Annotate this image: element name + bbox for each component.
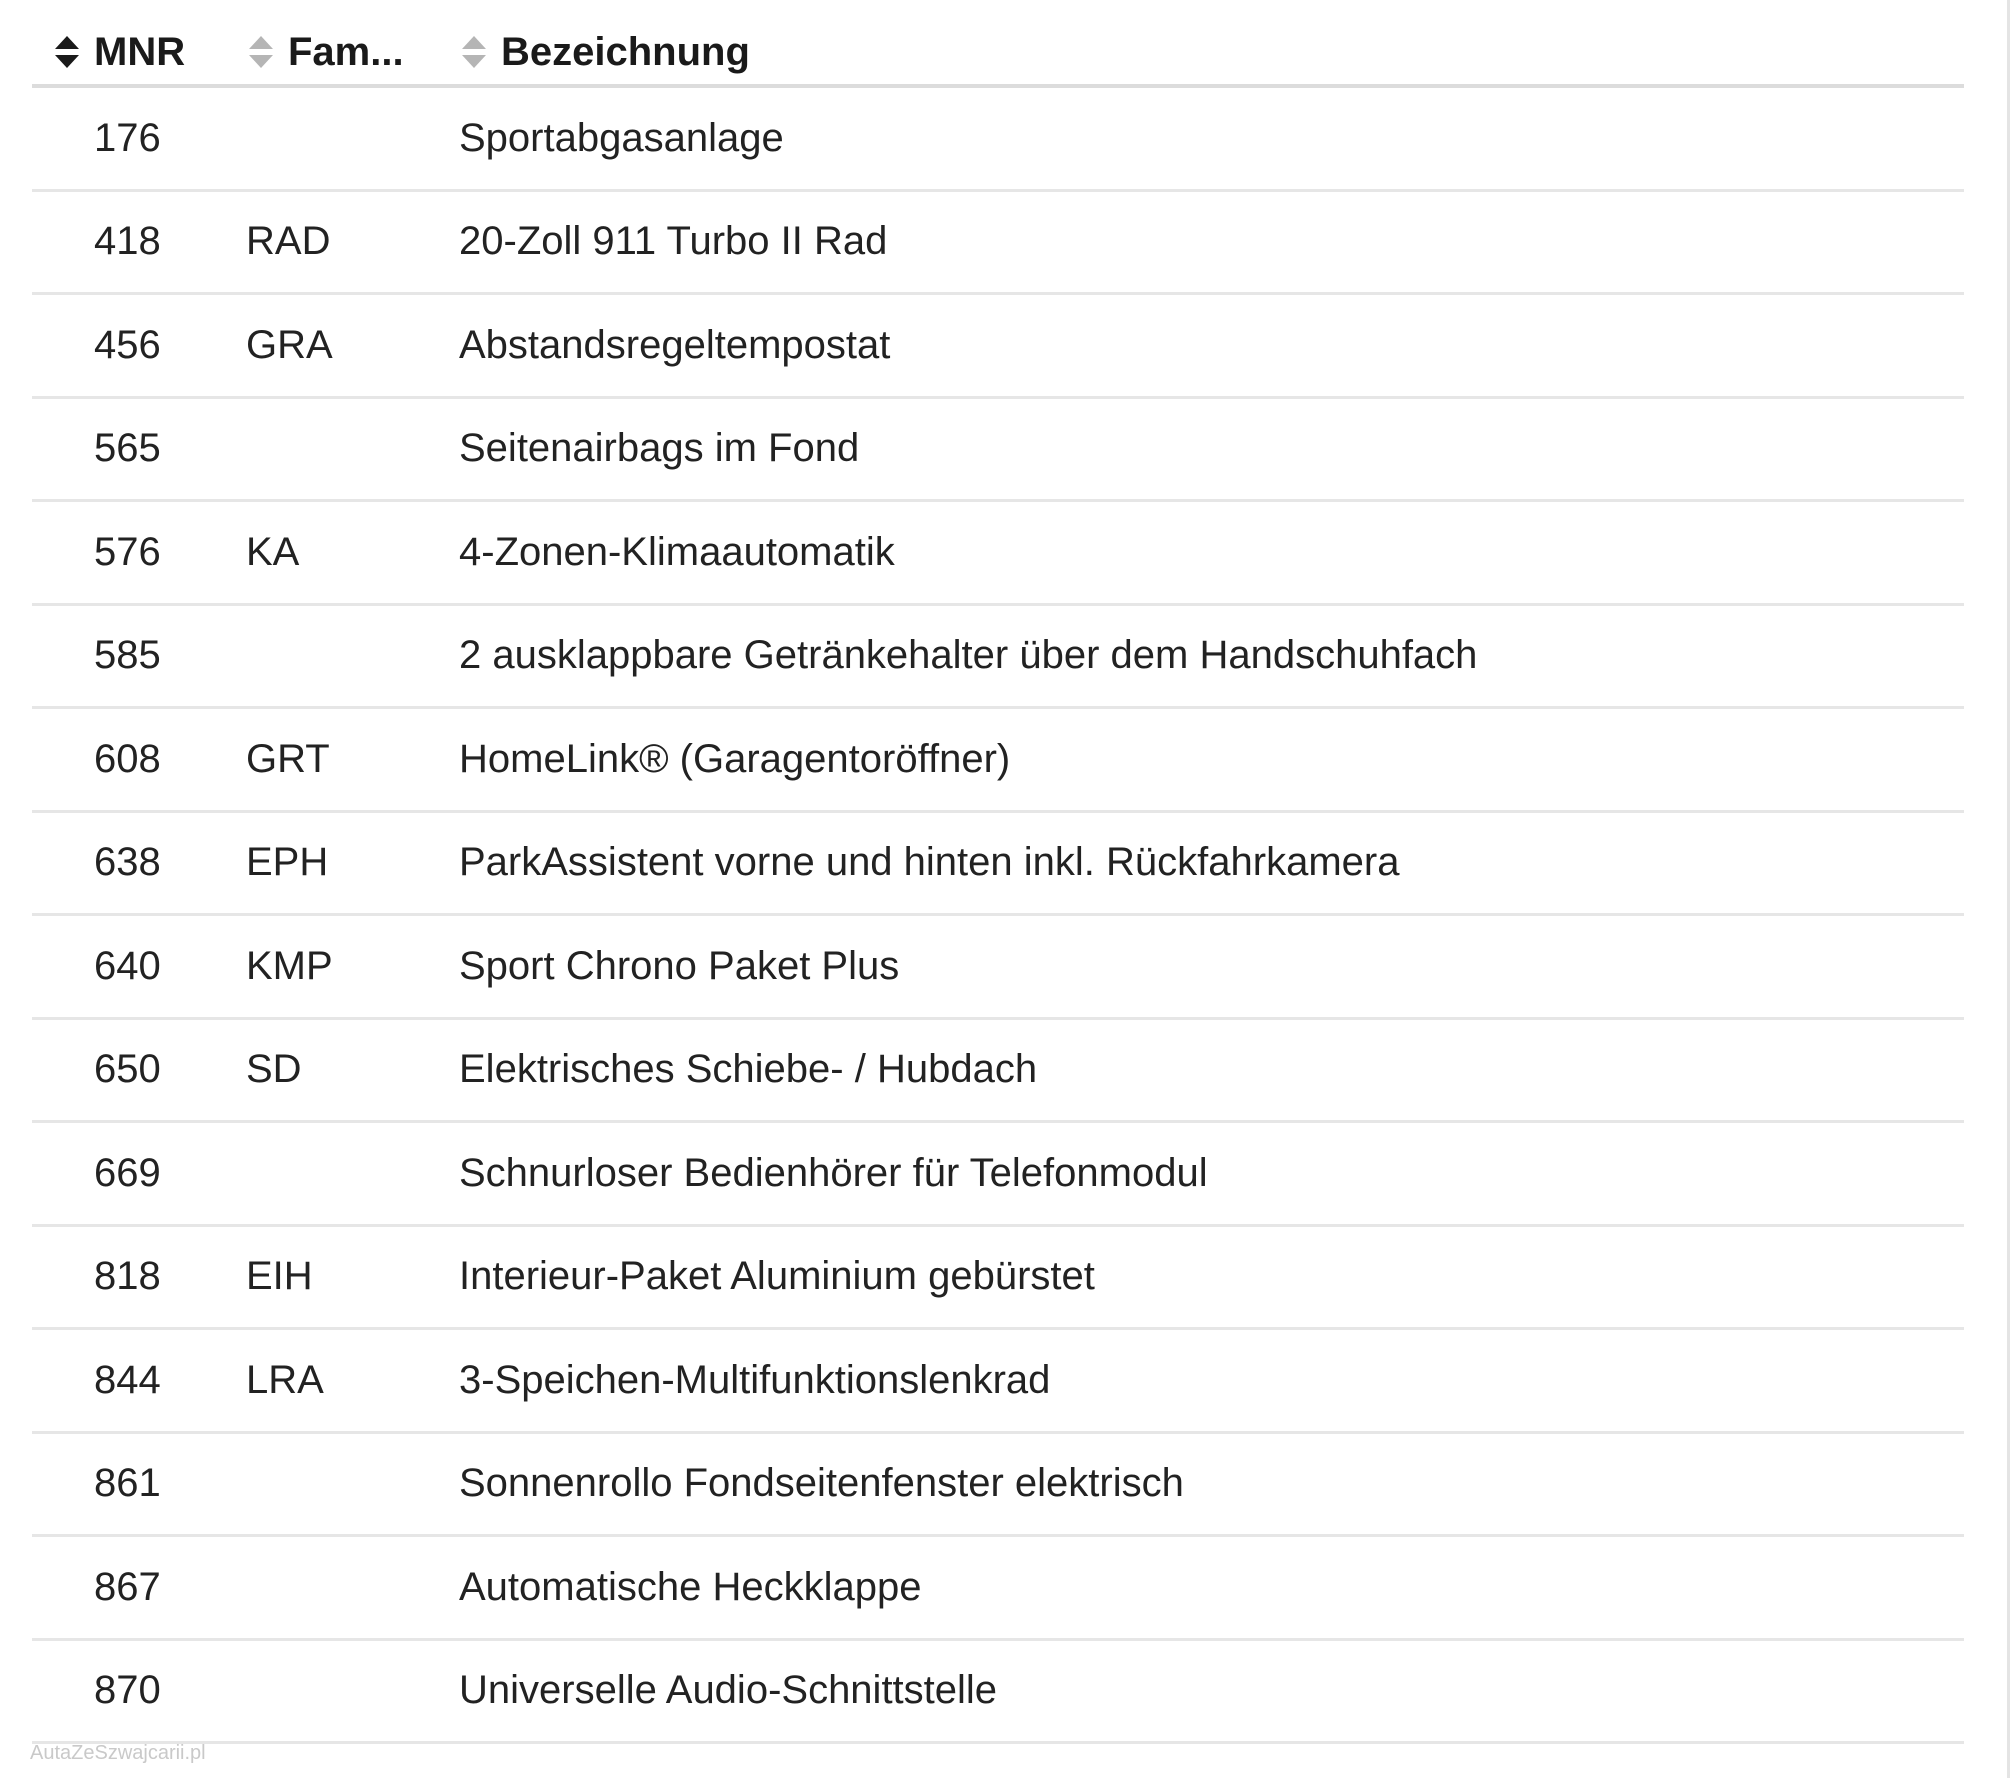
table-row [32,1537,1964,1641]
table-row [32,916,1964,1020]
cell-family: GRA [246,322,333,367]
cell-mnr: 608 [94,736,161,781]
table-row [32,88,1964,192]
cell-designation: Sonnenrollo Fondseitenfenster elektrisch [459,1461,1184,1506]
column-header-designation[interactable] [459,30,1964,75]
table-header [32,20,1964,88]
cell-family: EIH [246,1254,313,1299]
cell-family: SD [246,1047,302,1092]
table-row [32,813,1964,917]
table-row [32,1330,1964,1434]
cell-family: KMP [246,943,333,988]
cell-designation: 2 ausklappbare Getränkehalter über dem Handschuhfach [459,633,1478,678]
cell-family: LRA [246,1357,324,1402]
cell-mnr: 638 [94,840,161,885]
table-row [32,606,1964,710]
cell-designation: 3-Speichen-Multifunktionslenkrad [459,1357,1051,1402]
cell-mnr: 867 [94,1564,161,1609]
cell-mnr: 861 [94,1461,161,1506]
equipment-table [32,20,1964,1744]
table-row [32,295,1964,399]
cell-designation: Elektrisches Schiebe- / Hubdach [459,1047,1038,1092]
cell-mnr: 818 [94,1254,161,1299]
sort-icon[interactable] [459,32,489,72]
table-row [32,1020,1964,1124]
column-header-family-label: Fam... [288,29,404,74]
column-header-mnr-label: MNR [94,29,186,74]
cell-mnr: 176 [94,115,161,160]
cell-family: RAD [246,219,331,264]
cell-designation: Sportabgasanlage [459,115,784,160]
column-header-mnr[interactable] [32,30,246,75]
table-row [32,709,1964,813]
scrollbar-edge[interactable] [2007,0,2010,1778]
cell-designation: HomeLink® (Garagentoröffner) [459,736,1011,781]
cell-mnr: 640 [94,943,161,988]
table-row [32,1123,1964,1227]
table-row [32,1227,1964,1331]
cell-designation: Sport Chrono Paket Plus [459,943,900,988]
cell-family: KA [246,529,300,574]
table-row [32,502,1964,606]
cell-mnr: 650 [94,1047,161,1092]
table-row [32,1641,1964,1745]
cell-mnr: 576 [94,529,161,574]
cell-family: EPH [246,840,329,885]
cell-family: GRT [246,736,330,781]
cell-mnr: 585 [94,633,161,678]
cell-mnr: 456 [94,322,161,367]
sort-icon[interactable] [52,32,82,72]
cell-designation: Abstandsregeltempostat [459,322,891,367]
cell-designation: Interieur-Paket Aluminium gebürstet [459,1254,1095,1299]
cell-mnr: 418 [94,219,161,264]
cell-designation: ParkAssistent vorne und hinten inkl. Rückfahrkamera [459,840,1400,885]
cell-designation: Seitenairbags im Fond [459,426,860,471]
cell-mnr: 565 [94,426,161,471]
cell-designation: 4-Zonen-Klimaautomatik [459,529,895,574]
cell-designation: Automatische Heckklappe [459,1564,922,1609]
cell-designation: Schnurloser Bedienhörer für Telefonmodul [459,1150,1208,1195]
cell-designation: 20-Zoll 911 Turbo II Rad [459,219,888,264]
cell-mnr: 870 [94,1668,161,1713]
cell-mnr: 844 [94,1357,161,1402]
column-header-family[interactable] [246,30,459,75]
table-row [32,1434,1964,1538]
table-row [32,192,1964,296]
watermark: AutaZeSzwajcarii.pl [30,1742,206,1764]
table-row [32,399,1964,503]
column-header-designation-label: Bezeichnung [501,29,750,74]
sort-icon[interactable] [246,32,276,72]
cell-mnr: 669 [94,1150,161,1195]
cell-designation: Universelle Audio-Schnittstelle [459,1668,998,1713]
